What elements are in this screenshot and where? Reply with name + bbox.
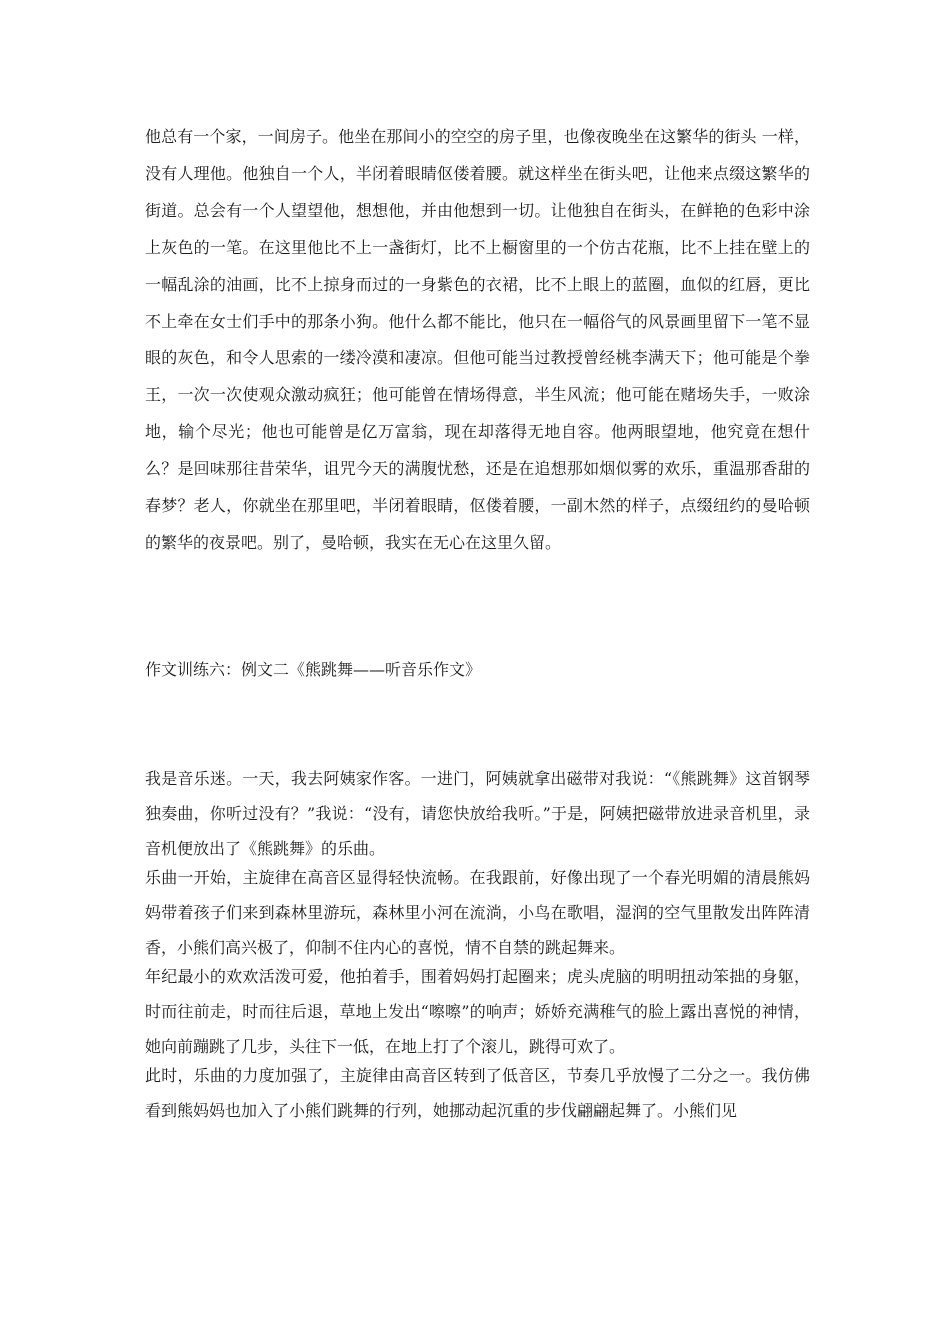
paragraph-5: 此时，乐曲的力度加强了，主旋律由高音区转到了低音区，节奏几乎放慢了二分之一。我仿佛看到熊妈妈也加入了小熊们跳舞的行列，她挪动起沉重的步伐翩翩起舞了。小熊们见 xyxy=(145,1066,810,1120)
paragraph-2: 我是音乐迷。一天，我去阿姨家作客。一进门，阿姨就拿出磁带对我说：“《熊跳舞》这首钢琴独奏曲，你听过没有？”我说：“没有，请您快放给我听。”于是，阿姨把磁带放进录音机里，录音机便放出了《熊跳舞》的乐曲。 xyxy=(145,769,810,858)
paragraph-4: 年纪最小的欢欢活泼可爱，他拍着手，围着妈妈打起圈来；虎头虎脑的明明扭动笨拙的身躯，时而往前走，时而往后退，草地上发出“嚓嚓”的响声；娇娇充满稚气的脸上露出喜悦的神情，她向前蹦跳了几步，头往下一低，在地上打了个滚儿，跳得可欢了。 xyxy=(145,967,810,1056)
example-essay-block xyxy=(145,761,810,1128)
essay-excerpt-block xyxy=(145,119,810,562)
section-title: 作文训练六：例文二《熊跳舞——听音乐作文》 xyxy=(145,660,482,679)
paragraph-3: 乐曲一开始，主旋律在高音区显得轻快流畅。在我跟前，好像出现了一个春光明媚的清晨熊妈妈带着孩子们来到森林里游玩，森林里小河在流淌，小鸟在歌唱，湿润的空气里散发出阵阵清香，小熊们高兴极了，仰制不住内心的喜悦，情不自禁的跳起舞来。 xyxy=(145,868,810,957)
paragraph-1: 他总有一个家，一间房子。他坐在那间小的空空的房子里，也像夜晚坐在这繁华的街头 一样，没有人理他。他独自一个人，半闭着眼睛伛偻着腰。就这样坐在街头吧，让他来点缀这繁华的街道。总会有一个人望望他，想想他，并由他想到一切。让他独自在街头，在鲜艳的色彩中涂上灰色的一笔。在这里他比不上一盏街灯，比不上橱窗里的一个仿古花瓶，比不上挂在壁上的一幅乱涂的油画，比不上掠身而过的一身紫色的衣裙，比不上眼上的蓝圈，血似的红唇，更比不上牵在女士们手中的那条小狗。他什么都不能比，他只在一幅俗气的风景画里留下一笔不显眼的灰色，和令人思索的一缕冷漠和凄凉。但他可能当过教授曾经桃李满天下；他可能是个拳王，一次一次使观众激动疯狂；他可能曾在情场得意，半生风流；他可能在赌场失手，一败涂地，输个尽光；他也可能曾是亿万富翁，现在却落得无地自容。他两眼望地，他究竟在想什么？是回味那往昔荣华，诅咒今天的满腹忧愁，还是在追想那如烟似雾的欢乐，重温那香甜的春梦？老人，你就坐在那里吧，半闭着眼睛，伛偻着腰，一副木然的样子，点缀纽约的曼哈顿的繁华的夜景吧。别了，曼哈顿，我实在无心在这里久留。 xyxy=(145,127,810,552)
